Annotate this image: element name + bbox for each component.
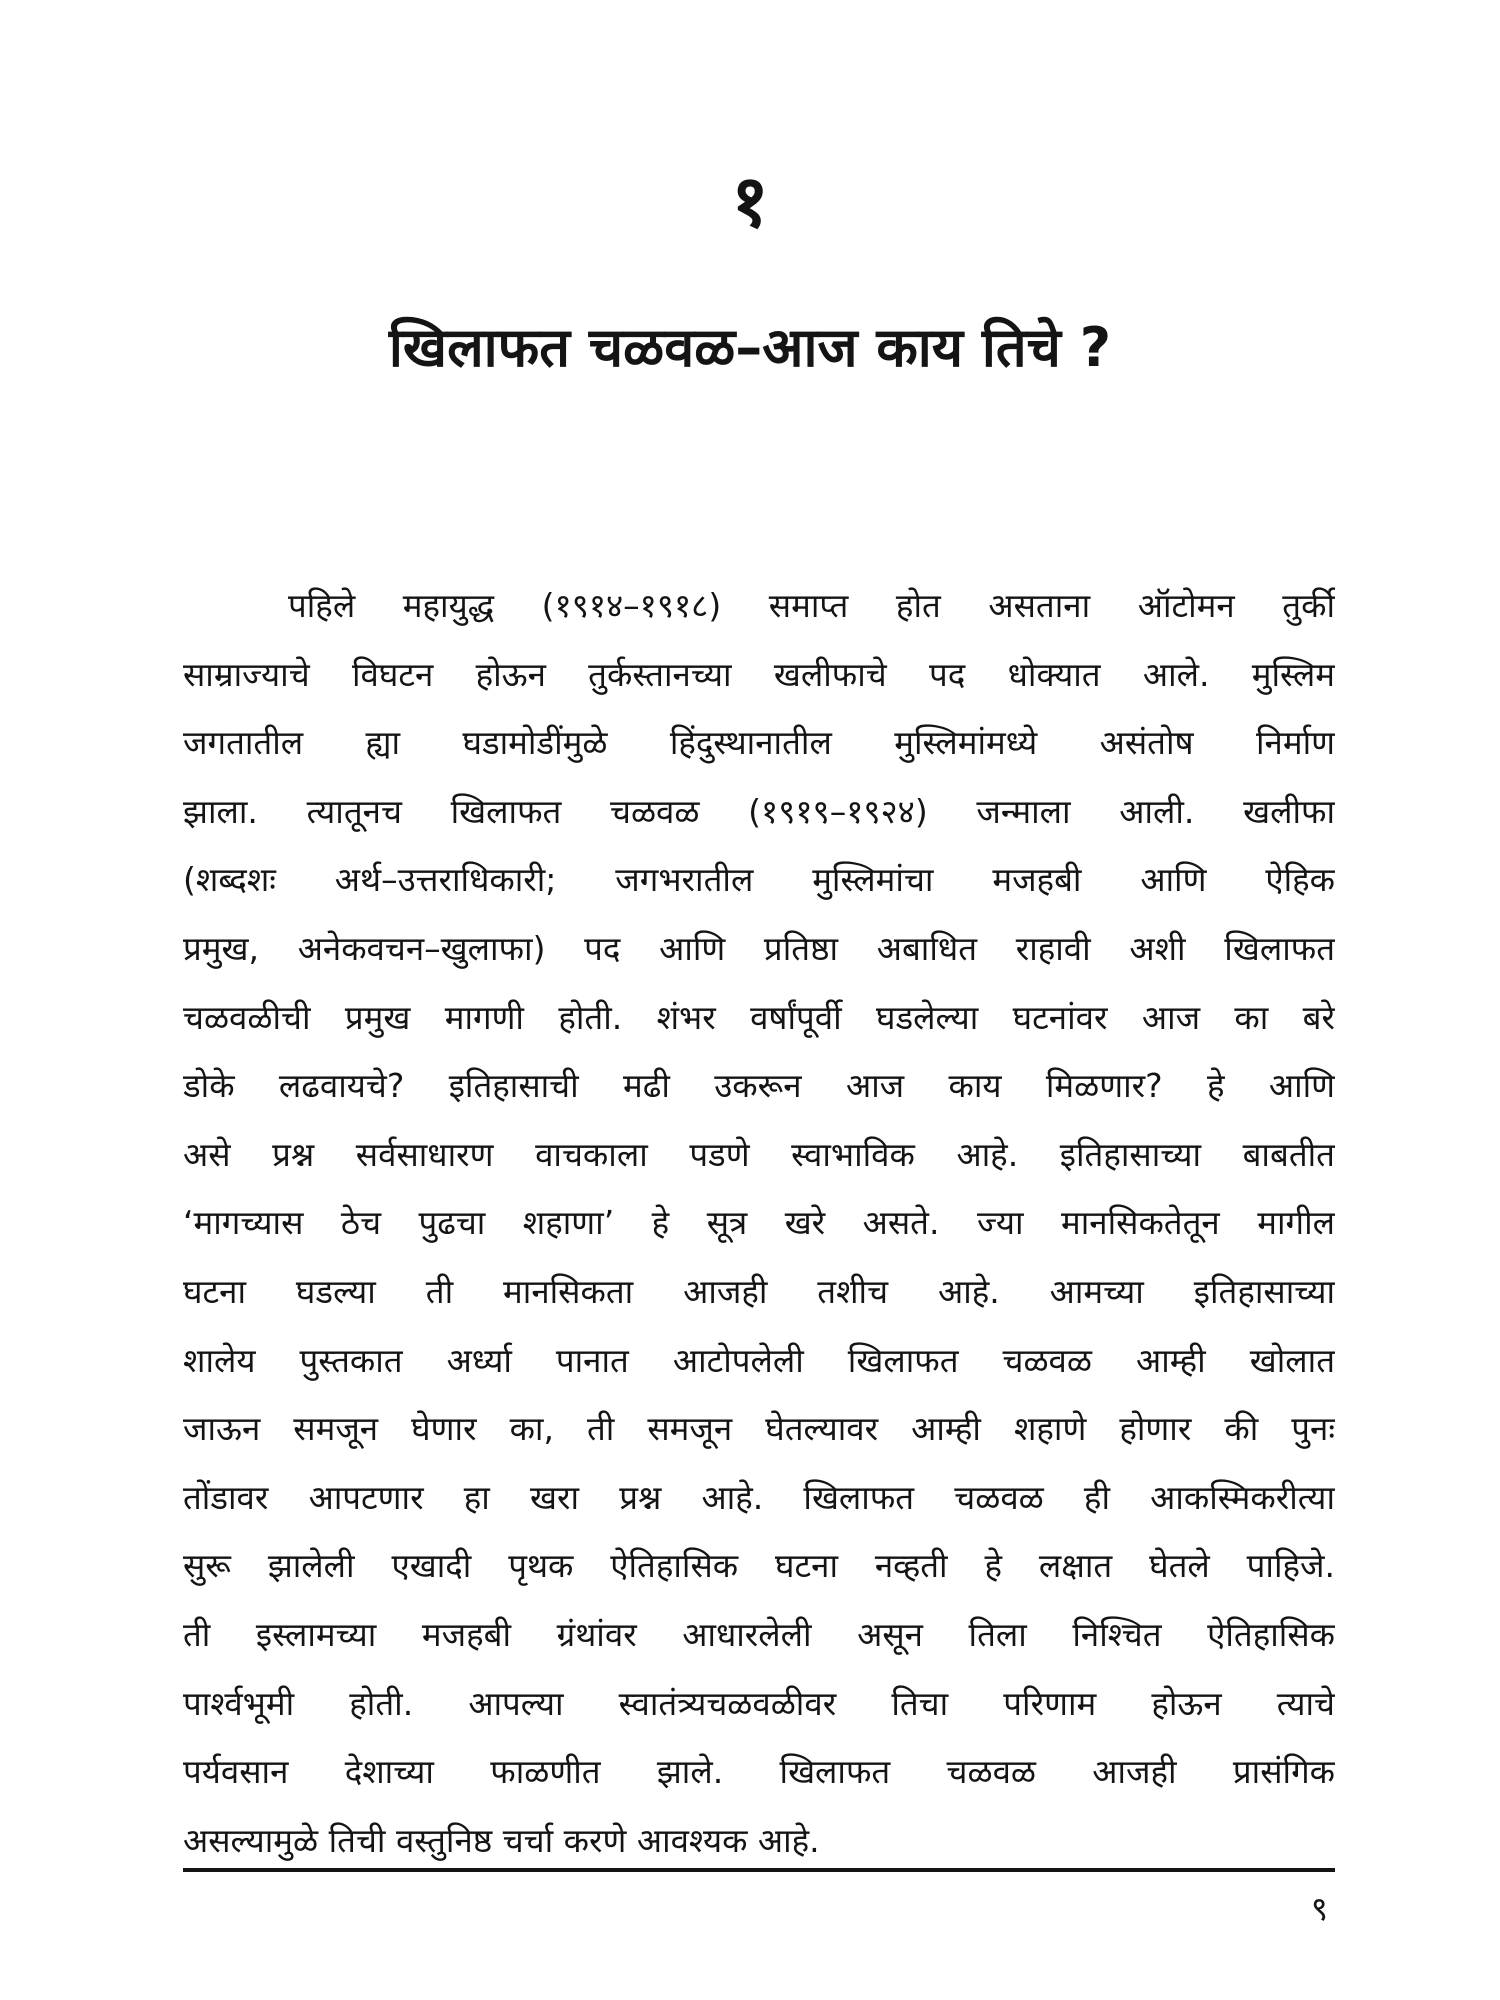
paragraph-line: डोके लढवायचे? इतिहासाची मढी उकरून आज काय मिळणार? हे आणि xyxy=(183,1066,1335,1106)
chapter-title: खिलाफत चळवळ–आज काय तिचे ? xyxy=(388,316,1112,379)
paragraph-line: ती इस्लामच्या मजहबी ग्रंथांवर आधारलेली असून तिला निश्चित ऐतिहासिक xyxy=(183,1614,1335,1654)
paragraph-line: चळवळीची प्रमुख मागणी होती. शंभर वर्षांपूर्वी घडलेल्या घटनांवर आज का बरे xyxy=(183,997,1335,1037)
paragraph-line: तोंडावर आपटणार हा खरा प्रश्न आहे. खिलाफत चळवळ ही आकस्मिकरीत्या xyxy=(183,1477,1335,1517)
chapter-number: १ xyxy=(731,159,769,243)
page-number: ९ xyxy=(1310,1889,1328,1928)
paragraph-line: प्रमुख, अनेकवचन–खुलाफा) पद आणि प्रतिष्ठा अबाधित राहावी अशी खिलाफत xyxy=(183,928,1335,968)
paragraph-line: जाऊन समजून घेणार का, ती समजून घेतल्यावर आम्ही शहाणे होणार की पुनः xyxy=(183,1409,1335,1449)
paragraph-line: असल्यामुळे तिची वस्तुनिष्ठ चर्चा करणे आवश्यक आहे. xyxy=(183,1820,820,1860)
paragraph-line: पार्श्वभूमी होती. आपल्या स्वातंत्र्यचळवळीवर तिचा परिणाम होऊन त्याचे xyxy=(183,1683,1335,1723)
paragraph-line: असे प्रश्न सर्वसाधारण वाचकाला पडणे स्वाभाविक आहे. इतिहासाच्या बाबतीत xyxy=(183,1134,1335,1174)
paragraph-line: शालेय पुस्तकात अर्ध्या पानात आटोपलेली खिलाफत चळवळ आम्ही खोलात xyxy=(183,1340,1335,1380)
body-paragraph xyxy=(183,572,1335,1875)
paragraph-line: साम्राज्याचे विघटन होऊन तुर्कस्तानच्या खलीफाचे पद धोक्यात आले. मुस्लिम xyxy=(183,654,1335,694)
paragraph-line: सुरू झालेली एखादी पृथक ऐतिहासिक घटना नव्हती हे लक्षात घेतले पाहिजे. xyxy=(183,1546,1335,1586)
paragraph-line: पहिले महायुद्ध (१९१४–१९१८) समाप्त होत असताना ऑटोमन तुर्की xyxy=(288,586,1335,625)
paragraph-line: ‘मागच्यास ठेच पुढचा शहाणा’ हे सूत्र खरे असते. ज्या मानसिकतेतून मागील xyxy=(183,1203,1335,1243)
paragraph-line: (शब्दशः अर्थ–उत्तराधिकारी; जगभरातील मुस्लिमांचा मजहबी आणि ऐहिक xyxy=(183,860,1335,900)
paragraph-line: जगतातील ह्या घडामोडींमुळे हिंदुस्थानातील मुस्लिमांमध्ये असंतोष निर्माण xyxy=(183,723,1335,763)
paragraph-line: घटना घडल्या ती मानसिकता आजही तशीच आहे. आमच्या इतिहासाच्या xyxy=(183,1271,1335,1311)
paragraph-line: झाला. त्यातूनच खिलाफत चळवळ (१९१९–१९२४) जन्माला आली. खलीफा xyxy=(183,791,1335,831)
footer-divider xyxy=(183,1868,1335,1872)
paragraph-line: पर्यवसान देशाच्या फाळणीत झाले. खिलाफत चळवळ आजही प्रासंगिक xyxy=(183,1752,1335,1792)
